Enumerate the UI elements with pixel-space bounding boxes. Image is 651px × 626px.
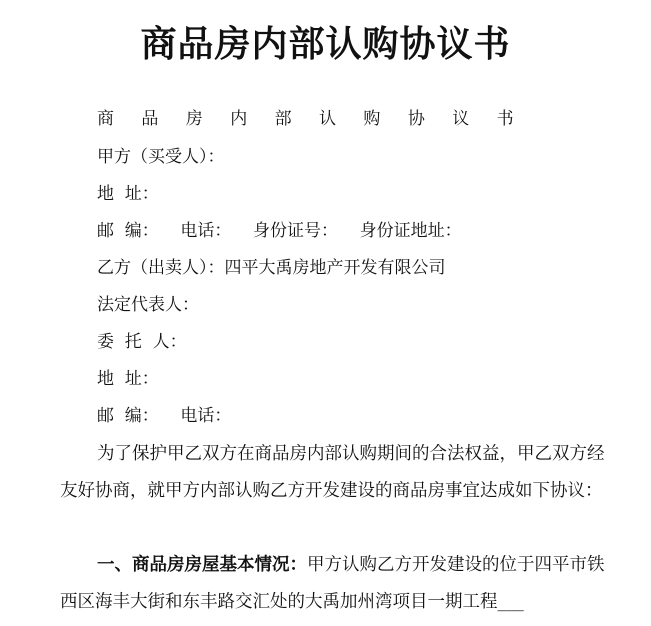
section-1-paragraph bbox=[60, 547, 608, 621]
party-b-label: 乙方（出卖人）：四平大禹房地产开发有限公司 bbox=[97, 258, 446, 278]
party-a-contact: 邮 编： 电话： 身份证号： 身份证地址： bbox=[97, 221, 462, 241]
legal-representative: 法定代表人： bbox=[97, 295, 199, 315]
section-1-text: 甲方认购乙方开发建设的位于四平市铁西区海丰大街和东丰路交汇处的大禹加州湾项目一期工程___ bbox=[60, 555, 605, 612]
intro-paragraph: 为了保护甲乙双方在商品房内部认购期间的合法权益，甲乙双方经友好协商，就甲方内部认购乙方开发建设的商品房事宜达成如下协议： bbox=[60, 444, 605, 501]
party-b-contact: 邮 编： 电话： bbox=[97, 406, 232, 426]
document-title: 商品房内部认购协议书 bbox=[140, 24, 511, 65]
party-a-address: 地 址： bbox=[97, 184, 159, 204]
document-subtitle: 商 品 房 内 部 认 购 协 议 书 bbox=[97, 109, 525, 129]
section-1-heading: 一、商品房房屋基本情况： bbox=[97, 555, 307, 575]
party-a-label: 甲方（买受人）： bbox=[97, 147, 225, 167]
entrusted-agent: 委 托 人： bbox=[97, 332, 187, 352]
party-b-address: 地 址： bbox=[97, 369, 159, 389]
